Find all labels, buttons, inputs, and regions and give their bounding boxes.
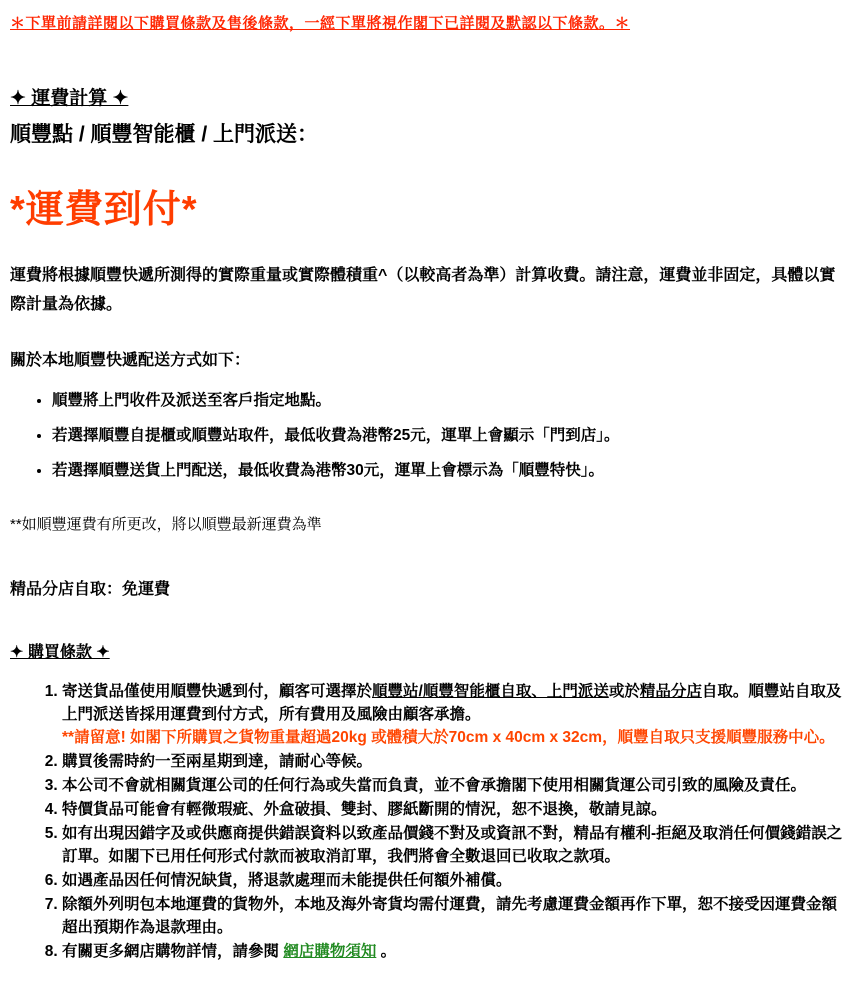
local-delivery-methods-title: 關於本地順豐快遞配送方式如下： — [10, 352, 251, 369]
term-item-4: 4. 特價貨品可能會有輕微瑕疵、外盒破損、雙封、膠紙斷開的情況，恕不退換，敬請見諒。 — [62, 798, 851, 821]
shipping-intro-paragraph: 運費將根據順豐快遞所測得的實際重量或實際體積重^（以較高者為準）計算收費。請注意，運費並非固定，具體以實際計量為依據。 — [10, 267, 836, 313]
delivery-methods-list — [10, 390, 851, 481]
term-item-2: 2. 購買後需時約一至兩星期到達，請耐心等候。 — [62, 750, 851, 773]
term-item-8 — [62, 940, 851, 963]
term-1-weight-size-warning: **請留意! 如閣下所購買之貨物重量超過20kg 或體積大於70cm x 40cm x 32cm，順豐自取只支援順豐服務中心。 — [62, 729, 835, 746]
term-1-text: 自取。順豐站自取及上門派送皆採用運費到付方式，所有費用及風險由顧客承擔。 — [62, 683, 842, 723]
store-shopping-guide-link[interactable]: 網店購物須知 — [283, 943, 377, 960]
term-1-underlined-boutique: 精品分店 — [639, 683, 702, 700]
term-item-7: 7. 除額外列明包本地運費的貨物外，本地及海外寄貨均需付運費，請先考慮運費金額再作下單，恕不接受因運費金額超出預期作為退款理由。 — [62, 893, 851, 939]
term-item-3: 3. 本公司不會就相關貨運公司的任何行為或失當而負責，並不會承擔閣下使用相關貨運公司引致的風險及責任。 — [62, 774, 851, 797]
term-item-5: 5. 如有出現因錯字及或供應商提供錯誤資料以致產品價錢不對及或資訊不對，精品有權利-拒絕及取消任何價錢錯誤之訂單。如閣下已用任何形式付款而被取消訂單，我們將會全數退回已收取之款項。 — [62, 822, 851, 868]
freight-collect-highlight: *運費到付* — [10, 189, 198, 231]
purchase-terms-list — [10, 680, 851, 963]
pre-order-notice: ＊下單前請詳閱以下購買條款及售後條款，一經下單將視作閣下已詳閱及默認以下條款。＊ — [10, 15, 631, 32]
list-item: • 順豐將上門收件及派送至客戶指定地點。 — [52, 390, 851, 411]
term-item-1 — [62, 680, 851, 749]
store-pickup-free-shipping: 精品分店自取：免運費 — [10, 581, 171, 598]
term-1-text: 寄送貨品僅使用順豐快遞到付，顧客可選擇於 — [62, 683, 373, 700]
shipping-calculation-heading: ✦ 運費計算 ✦ — [10, 88, 129, 109]
purchase-terms-heading: ✦ 購買條款 ✦ — [10, 644, 110, 661]
delivery-methods-subheading: 順豐點 / 順豐智能櫃 / 上門派送： — [10, 123, 319, 146]
freight-update-note: **如順豐運費有所更改，將以順豐最新運費為準 — [10, 516, 322, 533]
term-item-6: 6. 如遇產品因任何情況缺貨，將退款處理而未能提供任何額外補償。 — [62, 869, 851, 892]
term-1-underlined-pickup-options: 順豐站/順豐智能櫃自取、上門派送 — [372, 683, 609, 700]
term-8-text: 。 — [376, 943, 397, 960]
list-item: • 若選擇順豐自提櫃或順豐站取件，最低收費為港幣25元，運單上會顯示「門到店」。 — [52, 425, 851, 446]
list-item: • 若選擇順豐送貨上門配送，最低收費為港幣30元，運單上會標示為「順豐特快」。 — [52, 460, 851, 481]
term-1-text: 或於 — [608, 683, 640, 700]
term-8-text: 有關更多網店購物詳情，請參閱 — [62, 943, 284, 960]
